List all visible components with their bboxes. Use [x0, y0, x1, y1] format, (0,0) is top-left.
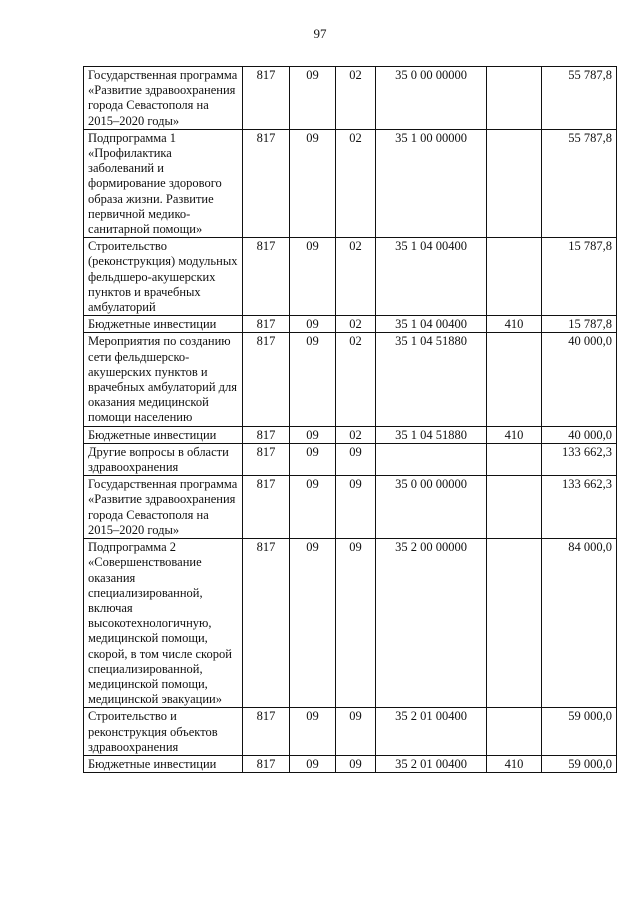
table-row	[84, 316, 617, 333]
row-subsection-code-cell: 02	[336, 426, 376, 443]
table-row	[84, 708, 617, 756]
row-amount-cell: 55 787,8	[542, 129, 617, 237]
row-target-article-cell: 35 1 04 00400	[376, 316, 487, 333]
row-section-code-cell: 09	[290, 539, 336, 708]
row-expense-type-cell	[487, 129, 542, 237]
row-expense-type-cell	[487, 333, 542, 426]
row-target-article-cell: 35 1 00 00000	[376, 129, 487, 237]
table-row	[84, 539, 617, 708]
row-name-cell: Подпрограмма 1 «Профилактика заболеваний и формирование здорового образа жизни. Развитие первичной медико-санитарной помощи»	[84, 129, 243, 237]
row-subsection-code-cell: 02	[336, 67, 376, 130]
row-subsection-code-cell: 02	[336, 316, 376, 333]
row-name-cell: Бюджетные инвестиции	[84, 426, 243, 443]
row-name-cell: Бюджетные инвестиции	[84, 316, 243, 333]
row-expense-type-cell	[487, 476, 542, 539]
row-subsection-code-cell: 09	[336, 443, 376, 475]
row-subsection-code-cell: 02	[336, 238, 376, 316]
row-name-cell: Бюджетные инвестиции	[84, 755, 243, 772]
row-section-code-cell: 09	[290, 755, 336, 772]
table-row	[84, 67, 617, 130]
table-row	[84, 476, 617, 539]
row-name-cell: Государственная программа «Развитие здравоохранения города Севастополя на 2015–2020 годы»	[84, 476, 243, 539]
row-target-article-cell: 35 1 04 00400	[376, 238, 487, 316]
row-admin-code-cell: 817	[243, 476, 290, 539]
row-target-article-cell: 35 2 00 00000	[376, 539, 487, 708]
row-expense-type-cell: 410	[487, 755, 542, 772]
row-amount-cell: 59 000,0	[542, 755, 617, 772]
row-admin-code-cell: 817	[243, 129, 290, 237]
row-subsection-code-cell: 09	[336, 539, 376, 708]
row-admin-code-cell: 817	[243, 67, 290, 130]
row-name-cell: Государственная программа «Развитие здравоохранения города Севастополя на 2015–2020 годы»	[84, 67, 243, 130]
row-target-article-cell: 35 2 01 00400	[376, 755, 487, 772]
row-expense-type-cell	[487, 539, 542, 708]
budget-table-body	[84, 67, 617, 773]
row-section-code-cell: 09	[290, 333, 336, 426]
row-name-cell: Другие вопросы в области здравоохранения	[84, 443, 243, 475]
table-row	[84, 755, 617, 772]
row-expense-type-cell	[487, 443, 542, 475]
row-name-cell: Строительство и реконструкция объектов здравоохранения	[84, 708, 243, 756]
row-target-article-cell: 35 0 00 00000	[376, 476, 487, 539]
row-amount-cell: 15 787,8	[542, 238, 617, 316]
table-row	[84, 238, 617, 316]
row-amount-cell: 133 662,3	[542, 443, 617, 475]
row-section-code-cell: 09	[290, 316, 336, 333]
row-target-article-cell: 35 1 04 51880	[376, 333, 487, 426]
row-section-code-cell: 09	[290, 426, 336, 443]
row-name-cell: Мероприятия по созданию сети фельдшерско-акушерских пунктов и врачебных амбулаторий для оказания медицинской помощи населению	[84, 333, 243, 426]
row-subsection-code-cell: 09	[336, 708, 376, 756]
row-admin-code-cell: 817	[243, 333, 290, 426]
row-amount-cell: 55 787,8	[542, 67, 617, 130]
row-target-article-cell	[376, 443, 487, 475]
page-number: 97	[313, 26, 327, 41]
row-admin-code-cell: 817	[243, 426, 290, 443]
table-row	[84, 426, 617, 443]
row-section-code-cell: 09	[290, 443, 336, 475]
row-target-article-cell: 35 1 04 51880	[376, 426, 487, 443]
row-section-code-cell: 09	[290, 708, 336, 756]
row-admin-code-cell: 817	[243, 316, 290, 333]
row-target-article-cell: 35 2 01 00400	[376, 708, 487, 756]
row-amount-cell: 59 000,0	[542, 708, 617, 756]
row-admin-code-cell: 817	[243, 539, 290, 708]
row-admin-code-cell: 817	[243, 238, 290, 316]
row-section-code-cell: 09	[290, 129, 336, 237]
row-subsection-code-cell: 02	[336, 333, 376, 426]
row-expense-type-cell: 410	[487, 316, 542, 333]
row-target-article-cell: 35 0 00 00000	[376, 67, 487, 130]
row-section-code-cell: 09	[290, 67, 336, 130]
row-admin-code-cell: 817	[243, 755, 290, 772]
row-name-cell: Строительство (реконструкция) модульных фельдшеро-акушерских пунктов и врачебных амбулаторий	[84, 238, 243, 316]
row-expense-type-cell: 410	[487, 426, 542, 443]
row-amount-cell: 40 000,0	[542, 333, 617, 426]
row-amount-cell: 133 662,3	[542, 476, 617, 539]
row-admin-code-cell: 817	[243, 443, 290, 475]
table-row	[84, 129, 617, 237]
table-row	[84, 443, 617, 475]
row-section-code-cell: 09	[290, 476, 336, 539]
row-subsection-code-cell: 02	[336, 129, 376, 237]
table-row	[84, 333, 617, 426]
row-amount-cell: 15 787,8	[542, 316, 617, 333]
row-section-code-cell: 09	[290, 238, 336, 316]
row-subsection-code-cell: 09	[336, 755, 376, 772]
row-amount-cell: 84 000,0	[542, 539, 617, 708]
row-expense-type-cell	[487, 708, 542, 756]
budget-table	[83, 66, 617, 773]
row-expense-type-cell	[487, 238, 542, 316]
row-expense-type-cell	[487, 67, 542, 130]
row-amount-cell: 40 000,0	[542, 426, 617, 443]
row-subsection-code-cell: 09	[336, 476, 376, 539]
row-name-cell: Подпрограмма 2 «Совершенствование оказания специализированной, включая высокотехнологичную, медицинской помощи, скорой, в том числе скорой специализированной, медицинской помощи, медицинской эвакуации»	[84, 539, 243, 708]
row-admin-code-cell: 817	[243, 708, 290, 756]
